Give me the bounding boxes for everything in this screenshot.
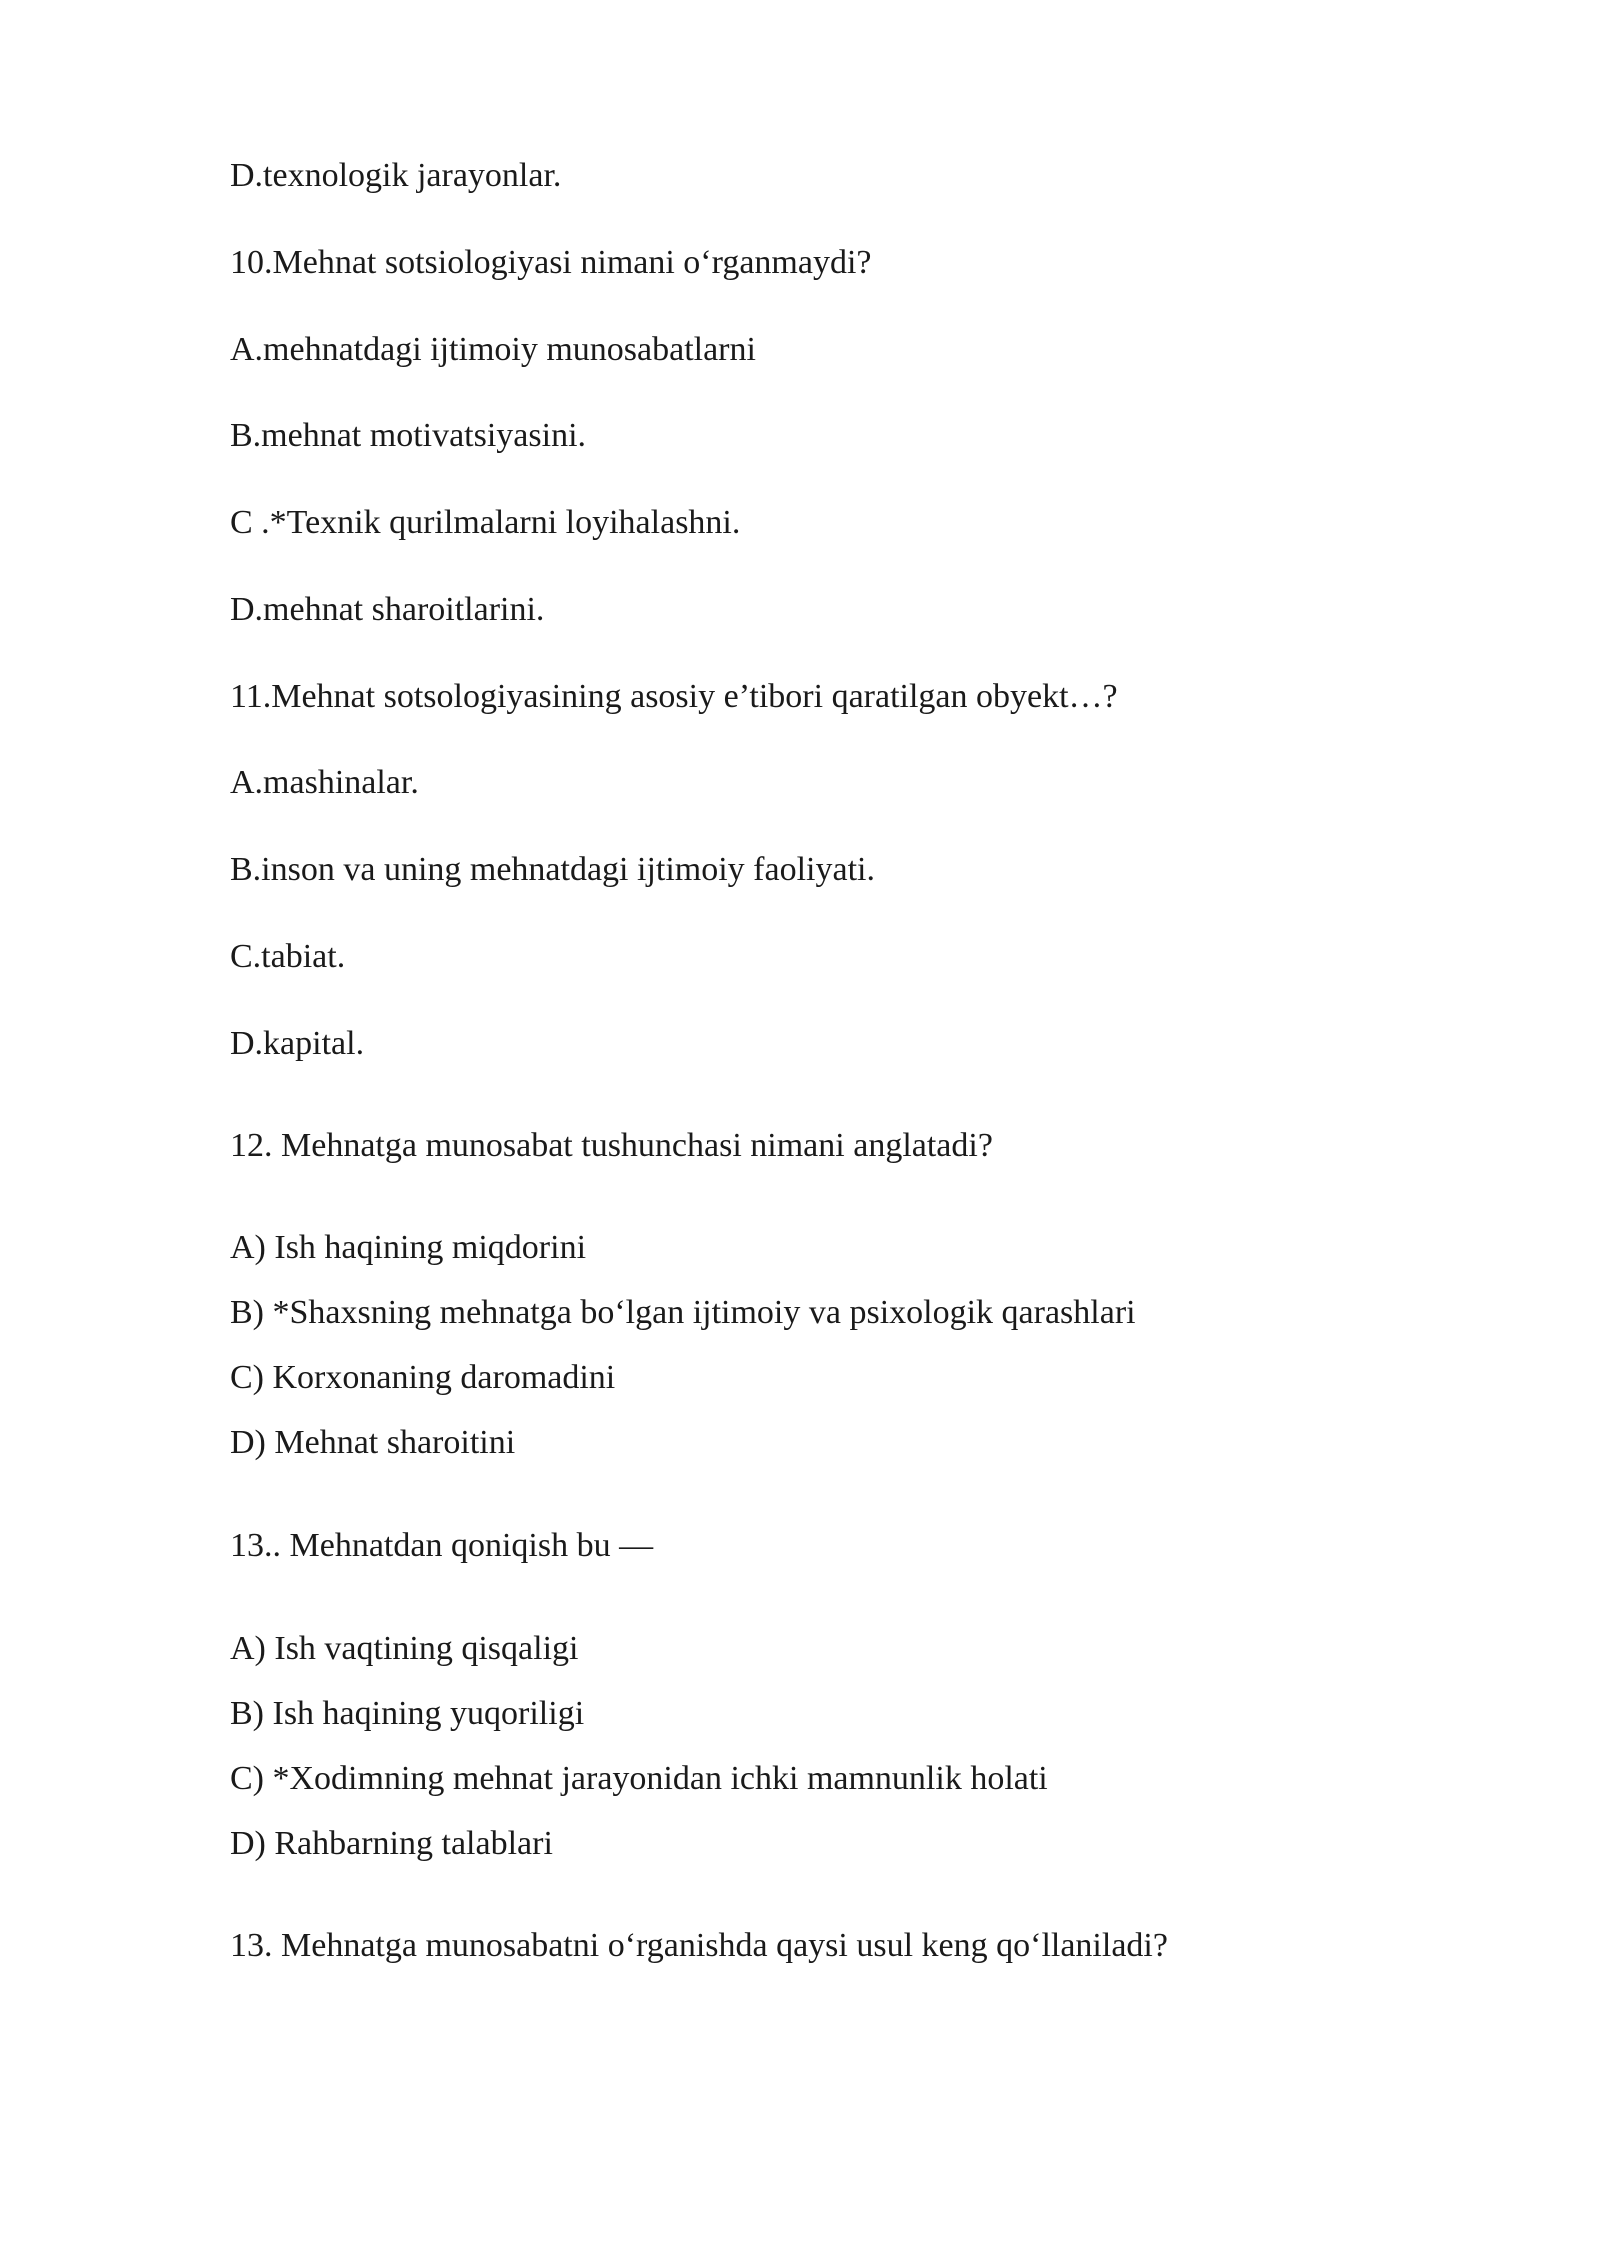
answer-option-c-q13: C) *Xodimning mehnat jarayonidan ichki mamnunlik holati — [230, 1760, 1048, 1797]
answer-option-a-q12: A) Ish haqining miqdorini — [230, 1229, 587, 1266]
answer-option-d-q9: D.texnologik jarayonlar. — [230, 157, 562, 194]
answer-option-b-q10: B.mehnat motivatsiyasini. — [230, 417, 587, 454]
answer-option-b-q13: B) Ish haqining yuqoriligi — [230, 1695, 585, 1732]
question-11: 11.Mehnat sotsologiyasining asosiy e’tibori qaratilgan obyekt…? — [230, 678, 1118, 715]
answer-option-d-q13: D) Rahbarning talablari — [230, 1825, 553, 1862]
question-12: 12. Mehnatga munosabat tushunchasi nimani anglatadi? — [230, 1127, 993, 1164]
answer-option-c-q11: C.tabiat. — [230, 938, 346, 975]
question-13: 13.. Mehnatdan qoniqish bu — — [230, 1527, 654, 1564]
question-13-b: 13. Mehnatga munosabatni o‘rganishda qaysi usul keng qo‘llaniladi? — [230, 1927, 1168, 1964]
answer-option-a-q10: A.mehnatdagi ijtimoiy munosabatlarni — [230, 331, 756, 368]
answer-option-c-q10: C .*Texnik qurilmalarni loyihalashni. — [230, 504, 741, 541]
answer-option-a-q13: A) Ish vaqtining qisqaligi — [230, 1630, 579, 1667]
answer-option-d-q12: D) Mehnat sharoitini — [230, 1424, 516, 1461]
answer-option-d-q11: D.kapital. — [230, 1025, 365, 1062]
answer-option-c-q12: C) Korxonaning daromadini — [230, 1359, 616, 1396]
answer-option-b-q12: B) *Shaxsning mehnatga bo‘lgan ijtimoiy va psixologik qarashlari — [230, 1294, 1136, 1331]
answer-option-b-q11: B.inson va uning mehnatdagi ijtimoiy faoliyati. — [230, 851, 875, 888]
answer-option-d-q10: D.mehnat sharoitlarini. — [230, 591, 545, 628]
answer-option-a-q11: A.mashinalar. — [230, 764, 419, 801]
question-10: 10.Mehnat sotsiologiyasi nimani o‘rganmaydi? — [230, 244, 872, 281]
